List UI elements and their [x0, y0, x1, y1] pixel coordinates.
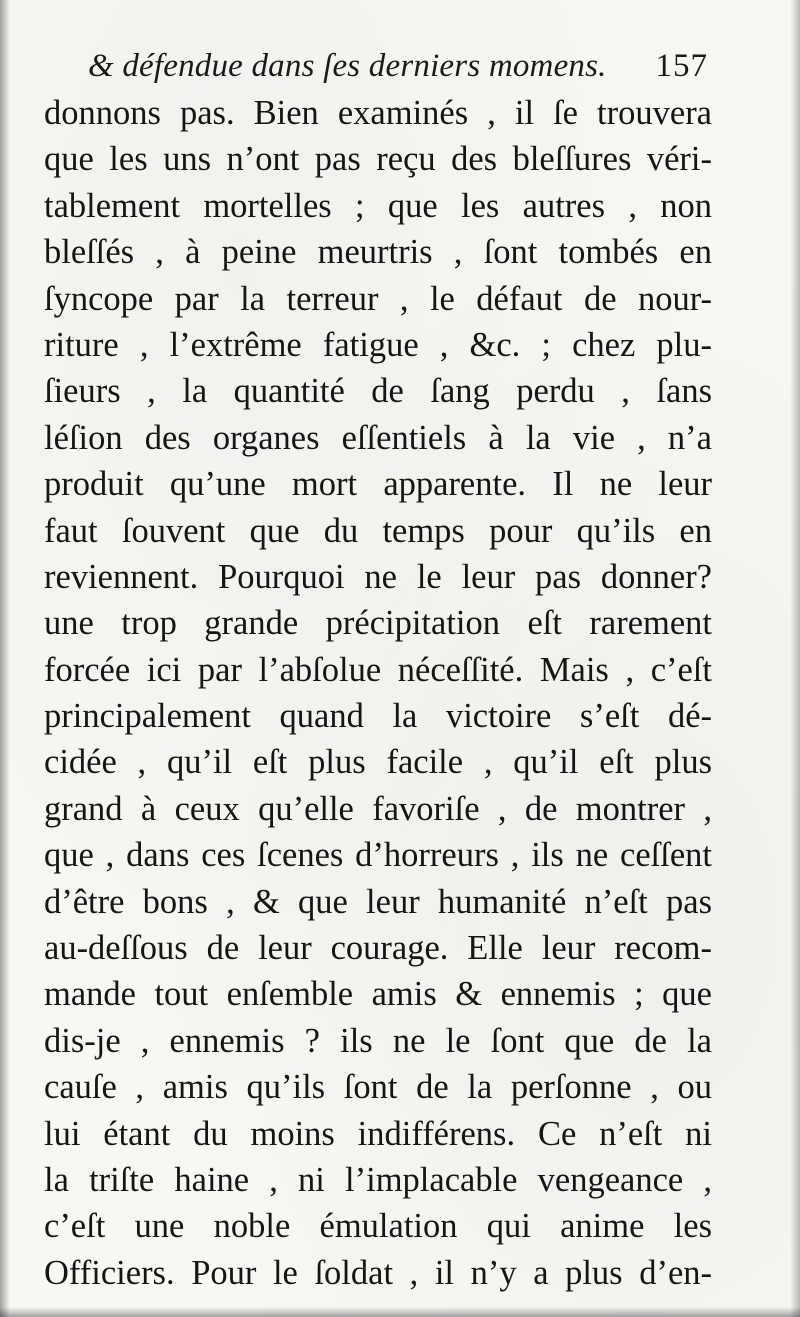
text-line: reviennent. Pourquoi ne le leur pas donner?	[44, 557, 712, 596]
page-number: 157	[655, 48, 708, 84]
text-line: c’eſt une noble émulation qui anime les	[44, 1207, 712, 1246]
text-line: donnons pas. Bien examinés , il ſe trouvera	[44, 94, 712, 132]
page-edge-shadow-left	[0, 0, 10, 1317]
text-line: forcée ici par l’abſolue néceſſité. Mais , c’eſt	[44, 650, 712, 689]
text-line: cauſe , amis qu’ils ſont de la perſonne , ou	[44, 1068, 712, 1107]
text-line: d’être bons , & que leur humanité n’eſt pas	[44, 882, 712, 921]
running-head-title: & défendue dans ſes derniers momens.	[88, 48, 607, 84]
text-line: riture , l’extrême fatigue , &c. ; chez plu-	[44, 325, 712, 364]
text-line: dis-je , ennemis ? ils ne le ſont que de la	[44, 1021, 712, 1060]
text-line: principalement quand la victoire s’eſt dé-	[44, 697, 712, 736]
page-edge-shadow-bottom	[0, 1307, 800, 1317]
text-line: que les uns n’ont pas reçu des bleſſures véri-	[44, 140, 712, 179]
text-line: produit qu’une mort apparente. Il ne leur	[44, 465, 712, 504]
page-edge-shadow-right	[790, 0, 800, 1317]
text-line: grand à ceux qu’elle favoriſe , de montrer ,	[44, 789, 712, 828]
text-line: ſyncope par la terreur , le défaut de nour-	[44, 279, 712, 318]
running-head	[88, 42, 708, 90]
text-line: Officiers. Pour le ſoldat , il n’y a plus d’en-	[44, 1253, 712, 1292]
text-line: lui étant du moins indifférens. Ce n’eſt ni	[44, 1114, 712, 1153]
text-line: faut ſouvent que du temps pour qu’ils en	[44, 511, 712, 550]
text-line: au-deſſous de leur courage. Elle leur recom-	[44, 929, 712, 968]
text-line: la triſte haine , ni l’implacable vengeance ,	[44, 1160, 712, 1199]
body-text	[44, 90, 712, 1296]
text-line: mande tout enſemble amis & ennemis ; que	[44, 975, 712, 1014]
text-line: que , dans ces ſcenes d’horreurs , ils ne ceſſent	[44, 836, 712, 875]
text-line: léſion des organes eſſentiels à la vie , n’a	[44, 418, 712, 457]
text-line: bleſſés , à peine meurtris , ſont tombés en	[44, 233, 712, 272]
text-line: une trop grande précipitation eſt rarement	[44, 604, 712, 643]
text-line: tablement mortelles ; que les autres , non	[44, 186, 712, 225]
text-line: ſieurs , la quantité de ſang perdu , ſans	[44, 372, 712, 411]
text-line: cidée , qu’il eſt plus facile , qu’il eſt plus	[44, 743, 712, 782]
